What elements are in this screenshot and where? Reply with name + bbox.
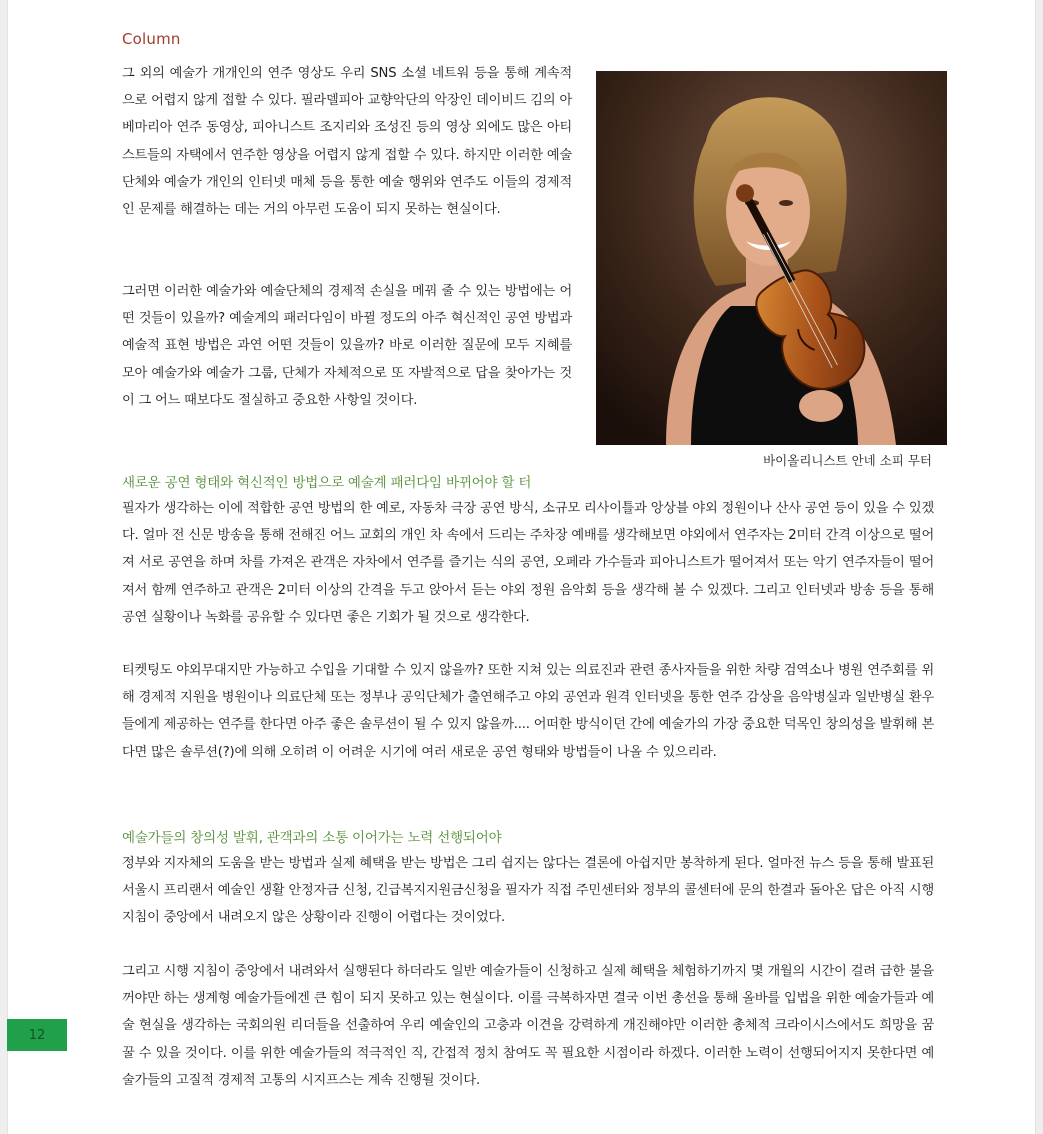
violinist-photo bbox=[596, 71, 947, 445]
article-paragraph: 그 외의 예술가 개개인의 연주 영상도 우리 SNS 소셜 네트워 등을 통해 계속적으로 어렵지 않게 접할 수 있다. 필라델피아 교향악단의 악장인 데이비드 김의 아베마리아 연주 동영상, 피아니스트 조지리와 조성진 등의 영상 외에도 많은 아티스트들의 자택에서 연주한 영상을 어렵지 않게 접할 수 있다. 하지만 이러한 예술단체와 예술가 개인의 인터넷 매체 등을 통한 예술 행위와 연주도 이들의 경제적인 문제를 해결하는 데는 거의 아무런 도움이 되지 못하는 현실이다. bbox=[122, 66, 572, 218]
photo-caption: 바이올리니스트 안네 소피 무터 bbox=[763, 453, 932, 468]
article-paragraph: 티켓팅도 야외무대지만 가능하고 수입을 기대할 수 있지 않을까? 또한 지쳐 있는 의료진과 관련 종사자들을 위한 차량 검역소나 병원 연주회를 위해 경제적 지원을 병원이나 의료단체 또는 정부나 공익단체가 출연해주고 야외 공연과 원격 인터넷을 통한 연주 감상을 음악병실과 일반병실 환우들에게 제공하는 연주를 한다면 아주 좋은 솔루션이 될 수 있지 않을까.... 어떠한 방식이던 간에 예술가의 가장 중요한 덕목인 창의성을 발휘해 본다면 많은 솔루션(?)에 의해 오히려 이 어려운 시기에 여러 새로운 공연 형태와 방법들이 나올 수 있으리라. bbox=[122, 663, 934, 760]
article-paragraph: 필자가 생각하는 이에 적합한 공연 방법의 한 예로, 자동차 극장 공연 방식, 소규모 리사이틀과 앙상블 야외 정원이나 산사 공연 등이 있을 수 있겠다. 얼마 전 신문 방송을 통해 전해진 어느 교회의 개인 차 속에서 드리는 주차장 예배를 생각해보면 야외에서 연주자는 2미터 간격 이상으로 떨어져 서로 공연을 하며 차를 가져온 관객은 자차에서 연주를 즐기는 식의 공연, 오페라 가수들과 피아니스트가 떨어져서 또는 악기 연주자들이 떨어져서 함께 연주하고 관객은 2미터 이상의 간격을 두고 앉아서 듣는 야외 정원 음악회 등을 생각해 볼 수 있겠다. 그리고 인터넷과 방송 등을 통해 공연 실황이나 녹화를 공유할 수 있다면 좋은 기회가 될 것으로 생각한다. bbox=[122, 501, 934, 625]
section-subheading: 예술가들의 창의성 발휘, 관객과의 소통 이어가는 노력 선행되어야 bbox=[122, 830, 502, 846]
page-number-badge: 12 bbox=[7, 1019, 67, 1051]
article-paragraph: 정부와 지자체의 도움을 받는 방법과 실제 혜택을 받는 방법은 그리 쉽지는 않다는 결론에 아쉽지만 봉착하게 된다. 얼마전 뉴스 등을 통해 발표된 서울시 프리랜서 예술인 생활 안정자금 신청, 긴급복지지원금신청을 필자가 직접 주민센터와 정부의 콜센터에 문의 한결과 돌아온 답은 아직 시행 지침이 중앙에서 내려오지 않은 상황이라 진행이 어렵다는 것이었다. bbox=[122, 856, 934, 926]
page-edge-right bbox=[1035, 0, 1043, 1134]
section-label: Column bbox=[122, 30, 181, 48]
article-paragraph: 그러면 이러한 예술가와 예술단체의 경제적 손실을 메꿔 줄 수 있는 방법에는 어떤 것들이 있을까? 예술계의 패러다임이 바뀔 정도의 아주 혁신적인 공연 방법과 예술적 표현 방법은 과연 어떤 것들이 있을까? 바로 이러한 질문에 모두 지혜를 모아 예술가와 예술가 그룹, 단체가 자체적으로 또 자발적으로 답을 찾아가는 것이 그 어느 때보다도 절실하고 중요한 사항일 것이다. bbox=[122, 284, 572, 408]
article-paragraph: 그리고 시행 지침이 중앙에서 내려와서 실행된다 하더라도 일반 예술가들이 신청하고 실제 혜택을 체험하기까지 몇 개월의 시간이 걸려 급한 불을 꺼야만 하는 생계형 예술가들에겐 큰 힘이 되지 못하고 있는 현실이다. 이를 극복하자면 결국 이번 총선을 통해 올바를 입법을 위한 예술가들과 예술 현실을 생각하는 국회의원 리더들을 선출하여 우리 예술인의 고충과 이견을 강력하게 개진해야만 이러한 총체적 크라이시스에서도 희망을 꿈꿀 수 있을 것이다. 이를 위한 예술가들의 적극적인 직, 간접적 정치 참여도 꼭 필요한 시점이라 하겠다. 이러한 노력이 선행되어지지 못한다면 예술가들의 고질적 경제적 고통의 시지프스는 계속 진행될 것이다. bbox=[122, 964, 934, 1088]
page-edge-left bbox=[0, 0, 8, 1134]
section-subheading: 새로운 공연 형태와 혁신적인 방법으로 예술계 패러다임 바뀌어야 할 터 bbox=[122, 475, 532, 491]
